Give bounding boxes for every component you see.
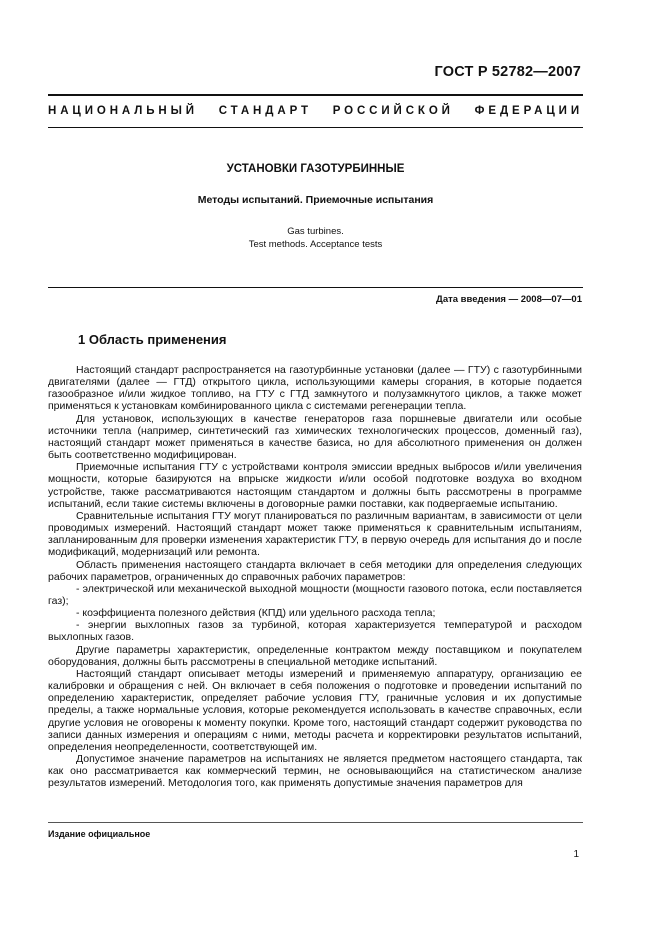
paragraph: Для установок, использующих в качестве генераторов газа поршневые двигатели или особые источники тепла (например, синтетический газ химических технологических процессов, доменный газ), настоящий стандарт может применяться в качестве базиса, но для абсолютного применения он должен быть соответственно модифицирован. bbox=[48, 412, 582, 462]
title-rule bbox=[48, 287, 583, 288]
gost-number: ГОСТ Р 52782—2007 bbox=[434, 64, 581, 80]
section-heading: 1 Область применения bbox=[78, 332, 227, 347]
national-standard-heading: НАЦИОНАЛЬНЫЙ СТАНДАРТ РОССИЙСКОЙ ФЕДЕРАЦИИ bbox=[48, 105, 583, 117]
introduction-date: Дата введения — 2008—07—01 bbox=[436, 294, 582, 305]
title-en-line-1: Gas turbines. bbox=[287, 226, 344, 237]
list-item: - энергии выхлопных газов за турбиной, которая характеризуется температурой и расходом выхлопных газов. bbox=[48, 619, 582, 644]
paragraph: Настоящий стандарт описывает методы измерений и применяемую аппаратуру, организацию ее калибровки и обращения с ней. Он включает в себя положения о подготовке и проведении испытаний по определению характеристик, определяет рабочие условия ГТУ, граничные условия и их допустимые пределы, а также нормальные условия, которые рекомендуется использовать в качестве справочных, если другие условия не оговорены к моменту покупки. Кроме того, настоящий стандарт содержит руководства по записи данных измерения и операциям с ними, методы расчета и корректировки результатов испытаний, определения неопределенности, соответствующей им. bbox=[48, 667, 582, 753]
paragraph: Другие параметры характеристик, определенные контрактом между поставщиком и покупателем оборудования, должны быть рассмотрены в специальной методике испытаний. bbox=[48, 643, 582, 668]
paragraph: Допустимое значение параметров на испытаниях не является предметом настоящего стандарта, так как оно рассматривается как коммерческий термин, не основывающийся на статистическом анализе результатов измерений. Методология того, как применять допустимые значения параметров для bbox=[48, 753, 582, 790]
list-item: - коэффициента полезного действия (КПД) или удельного расхода тепла; bbox=[76, 607, 436, 620]
paragraph: Область применения настоящего стандарта включает в себя методики для определения следующих рабочих параметров, ограниченных до справочных рабочих параметров: bbox=[48, 558, 582, 583]
paragraph: Сравнительные испытания ГТУ могут планироваться по различным вариантам, в зависимости от цели проводимых измерений. Настоящий стандарт может также применяться к сравнительным испытаниям, запланированным для проверки изменения характеристик ГТУ, в первую очередь для испытания до и после модификаций, модернизаций или ремонта. bbox=[48, 509, 582, 559]
paragraph: Настоящий стандарт распространяется на газотурбинные установки (далее — ГТУ) с газотурбинными двигателями (далее — ГТД) открытого цикла, использующими камеры сгорания, в которые подается газообразное и/или жидкое топливо, на ГТУ с ГТД замкнутого и полузамкнутого циклов, а также может применяться к установкам комбинированного цикла с системами регенерации тепла. bbox=[48, 364, 582, 413]
section-body bbox=[48, 364, 582, 789]
document-subtitle: Методы испытаний. Приемочные испытания bbox=[197, 194, 434, 206]
paragraph: Приемочные испытания ГТУ с устройствами контроля эмиссии вредных выбросов и/или увеличения мощности, которые базируются на впрыске жидкости и/или особой подготовке воздуха во входном устройстве, также рассматриваются настоящим стандартом и должны быть рассмотрены в программе испытаний, если такие системы включены в договорные рамки поставки, как подвергаемые испытанию. bbox=[48, 461, 582, 510]
header-rule-top bbox=[48, 94, 583, 96]
page-number: 1 bbox=[573, 849, 579, 860]
edition-note: Издание официальное bbox=[48, 829, 151, 839]
footer-rule bbox=[48, 822, 583, 823]
list-item: - электрической или механической выходной мощности (мощности газового потока, если поставляется газ); bbox=[48, 582, 582, 607]
document-title: УСТАНОВКИ ГАЗОТУРБИННЫЕ bbox=[226, 163, 405, 175]
title-en-line-2: Test methods. Acceptance tests bbox=[248, 238, 383, 250]
document-title-english bbox=[48, 226, 583, 251]
header-rule-bottom bbox=[48, 127, 583, 128]
